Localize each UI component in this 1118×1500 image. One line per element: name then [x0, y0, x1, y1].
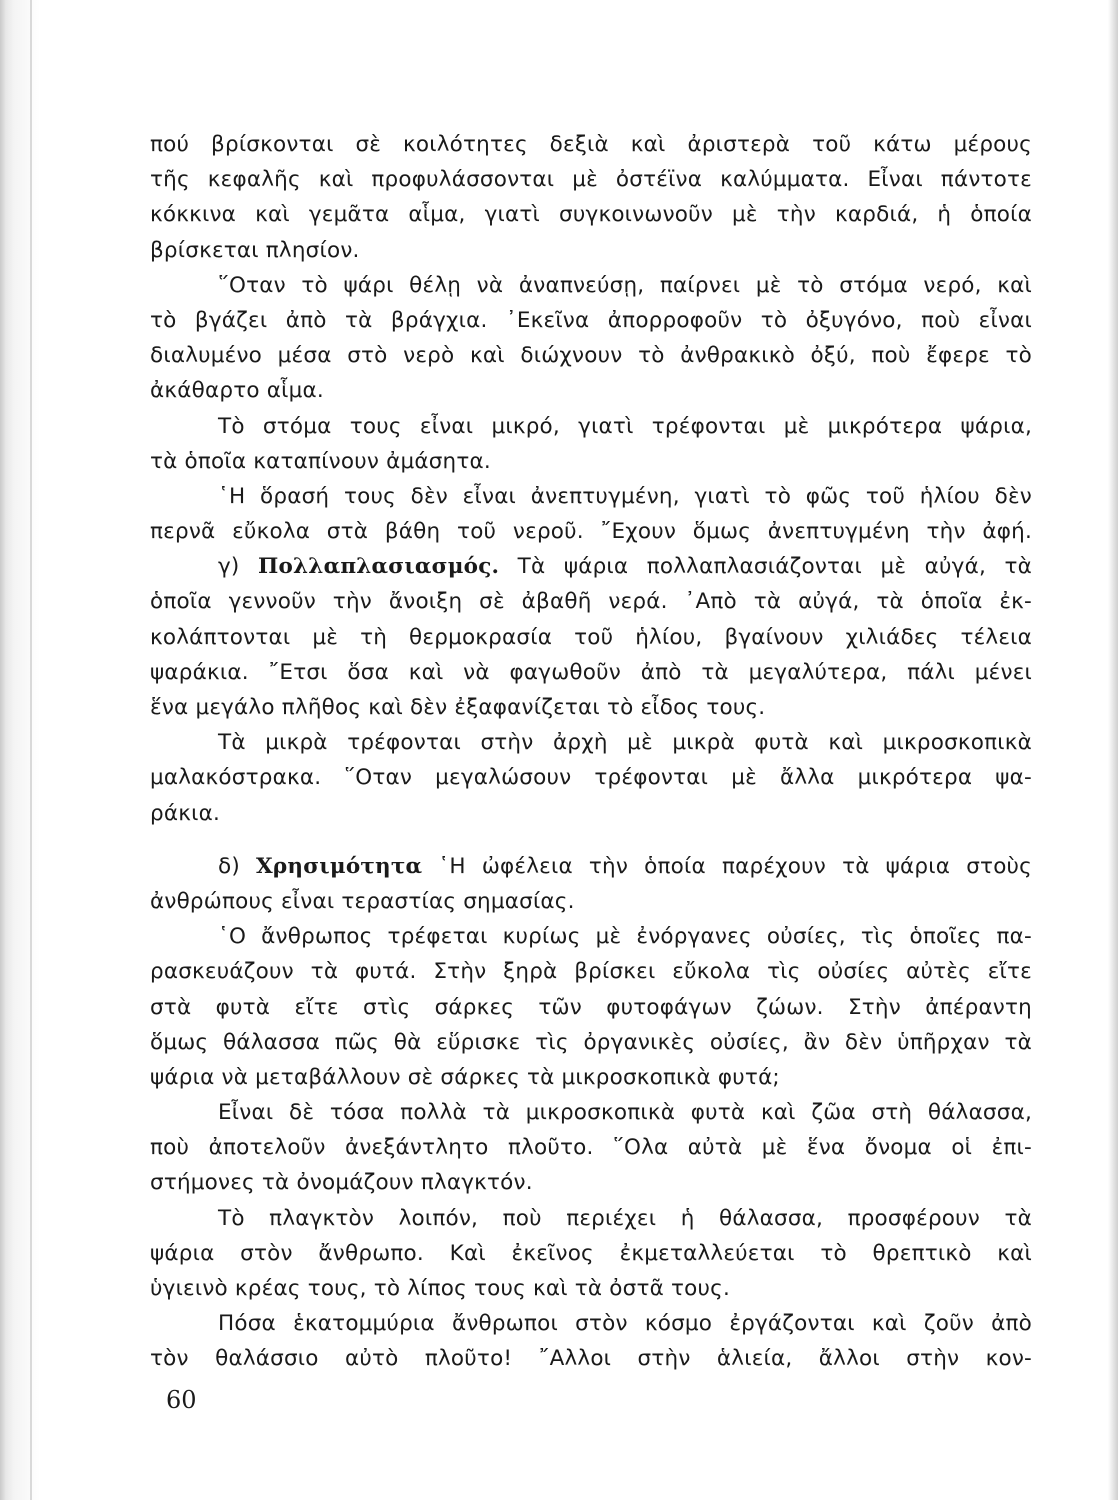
text-line: ποὺ ἀποτελοῦν ἀνεξάντλητο πλοῦτο. ῞Ολα αὐτὰ μὲ ἕνα ὄνομα οἱ ἐπι-: [150, 1135, 1032, 1161]
text-line: τὸ βγάζει ἀπὸ τὰ βράγχια. ᾿Εκεῖνα ἀπορροφοῦν τὸ ὀξυγόνο, ποὺ εἶναι: [150, 307, 1032, 333]
text-line: Τὸ στόμα τους εἶναι μικρό, γιατὶ τρέφονται μὲ μικρότερα ψάρια,: [218, 413, 1032, 439]
text-line: πού βρίσκονται σὲ κοιλότητες δεξιὰ καὶ ἀριστερὰ τοῦ κάτω μέρους: [150, 132, 1032, 157]
text-line: τῆς κεφαλῆς καὶ προφυλάσσονται μὲ ὀστέϊνα καλύμματα. Εἶναι πάντοτε: [150, 167, 1032, 193]
page-number: 60: [166, 1386, 197, 1414]
text-line: ψαράκια. ῎Ετσι ὅσα καὶ νὰ φαγωθοῦν ἀπὸ τὰ μεγαλύτερα, πάλι μένει: [150, 659, 1032, 685]
text-line: Εἶναι δὲ τόσα πολλὰ τὰ μικροσκοπικὰ φυτὰ καὶ ζῶα στὴ θάλασσα,: [218, 1100, 1032, 1126]
text-line: τὰ ὁποῖα καταπίνουν ἀμάσητα.: [150, 448, 491, 474]
section-label: δ): [218, 853, 257, 879]
section-heading: Χρησιμότητα: [256, 853, 423, 879]
text-line: Τὸ πλαγκτὸν λοιπόν, ποὺ περιέχει ἡ θάλασσα, προσφέρουν τὰ: [218, 1205, 1032, 1231]
section-text: Τὰ ψάρια πολλαπλασιάζονται μὲ αὐγά, τὰ: [499, 554, 1032, 580]
text-line: ψάρια στὸν ἄνθρωπο. Καὶ ἐκεῖνος ἐκμεταλλεύεται τὸ θρεπτικὸ καὶ: [150, 1240, 1032, 1266]
text-line: τὸν θαλάσσιο αὐτὸ πλοῦτο! ῎Αλλοι στὴν ἁλιεία, ἄλλοι στὴν κον-: [150, 1346, 1032, 1372]
text-line: ῞Οταν τὸ ψάρι θέλῃ νὰ ἀναπνεύσῃ, παίρνει μὲ τὸ στόμα νερό, καὶ: [218, 272, 1032, 298]
text-line: ἀνθρώπους εἶναι τεραστίας σημασίας.: [150, 888, 575, 914]
text-line: βρίσκεται πλησίον.: [150, 237, 360, 263]
book-gutter: [0, 0, 40, 1500]
section-heading-line: [150, 849, 1032, 884]
text-line: ὁποῖα γεννοῦν τὴν ἄνοιξη σὲ ἀβαθῆ νερά. ᾿Απὸ τὰ αὐγά, τὰ ὁποῖα ἐκ-: [150, 589, 1032, 615]
page-body: [150, 127, 1032, 1377]
text-line: στήμονες τὰ ὀνομάζουν πλαγκτόν.: [150, 1170, 533, 1196]
text-line: ῾Η ὅρασή τους δὲν εἶναι ἀνεπτυγμένη, γιατὶ τὸ φῶς τοῦ ἡλίου δὲν: [218, 483, 1032, 509]
text-line: κολάπτονται μὲ τὴ θερμοκρασία τοῦ ἡλίου, βγαίνουν χιλιάδες τέλεια: [150, 624, 1032, 650]
text-line: μαλακόστρακα. ῞Οταν μεγαλώσουν τρέφονται μὲ ἄλλα μικρότερα ψα-: [150, 765, 1032, 791]
text-line: Τὰ μικρὰ τρέφονται στὴν ἀρχὴ μὲ μικρὰ φυτὰ καὶ μικροσκοπικὰ: [218, 730, 1032, 756]
paragraph-gap: [150, 831, 1032, 849]
text-line: ρασκευάζουν τὰ φυτά. Στὴν ξηρὰ βρίσκει εὔκολα τὶς οὐσίες αὐτὲς εἴτε: [150, 959, 1032, 985]
section-heading: Πολλαπλασιασμός.: [257, 554, 500, 580]
text-line: ῾Ο ἄνθρωπος τρέφεται κυρίως μὲ ἐνόργανες οὐσίες, τὶς ὁποῖες πα-: [218, 924, 1032, 950]
text-line: ὑγιεινὸ κρέας τους, τὸ λίπος τους καὶ τὰ ὀστᾶ τους.: [150, 1276, 731, 1301]
text-line: διαλυμένο μέσα στὸ νερὸ καὶ διώχνουν τὸ ἀνθρακικὸ ὀξύ, ποὺ ἔφερε τὸ: [150, 343, 1032, 369]
text-line: ἀκάθαρτο αἷμα.: [150, 378, 324, 404]
text-line: ἕνα μεγάλο πλῆθος καὶ δὲν ἐξαφανίζεται τὸ εἶδος τους.: [150, 695, 766, 720]
section-text: ῾Η ὠφέλεια τὴν ὁποία παρέχουν τὰ ψάρια στοὺς: [422, 853, 1032, 879]
page-right-edge: [1108, 0, 1118, 1500]
text-line: ψάρια νὰ μεταβάλλουν σὲ σάρκες τὰ μικροσκοπικὰ φυτά;: [150, 1064, 780, 1090]
text-line: στὰ φυτὰ εἴτε στὶς σάρκες τῶν φυτοφάγων ζώων. Στὴν ἀπέραντη: [150, 994, 1032, 1020]
text-line: κόκκινα καὶ γεμᾶτα αἷμα, γιατὶ συγκοινωνοῦν μὲ τὴν καρδιά, ἡ ὁποία: [150, 202, 1032, 228]
text-line: ὅμως θάλασσα πῶς θὰ εὕρισκε τὶς ὀργανικὲς οὐσίες, ἂν δὲν ὑπῆρχαν τὰ: [150, 1029, 1032, 1055]
text-line: ράκια.: [150, 800, 220, 826]
text-line: περνᾶ εὔκολα στὰ βάθη τοῦ νεροῦ. ῎Εχουν ὅμως ἀνεπτυγμένη τὴν ἀφή.: [150, 519, 1032, 545]
section-heading-line: [150, 549, 1032, 584]
section-label: γ): [218, 554, 258, 580]
text-line: Πόσα ἑκατομμύρια ἄνθρωποι στὸν κόσμο ἐργάζονται καὶ ζοῦν ἀπὸ: [218, 1311, 1032, 1337]
